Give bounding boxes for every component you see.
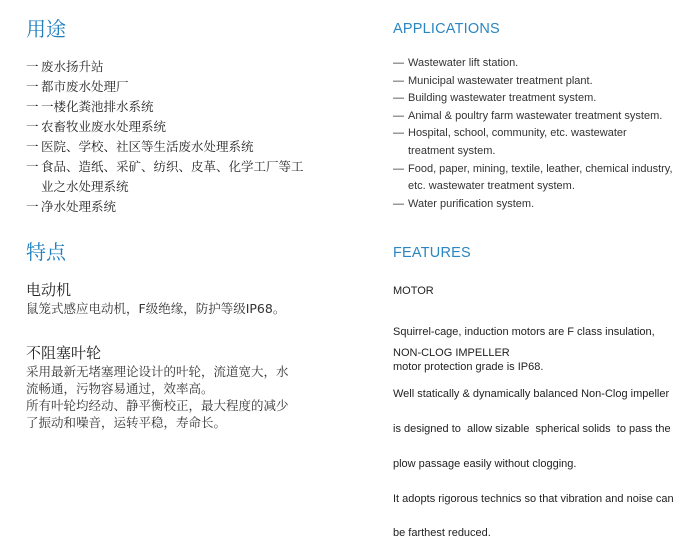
impeller-zh-title: 不阻塞叶轮: [26, 344, 102, 362]
impeller-en-line: Well statically & dynamically balanced Non-Clog impeller: [393, 388, 670, 401]
list-item-line: 农畜牧业废水处理系统: [41, 119, 167, 134]
list-item-text: [41, 197, 116, 217]
list-item-line: 业之水处理系统: [41, 179, 129, 194]
impeller-en-desc: [393, 366, 674, 552]
list-item-text: [41, 117, 166, 137]
dash-bullet: 一: [26, 159, 39, 174]
dash-bullet: —: [393, 109, 404, 122]
dash-bullet: 一: [26, 119, 39, 134]
list-item-text: [408, 55, 518, 73]
list-item: [26, 197, 304, 217]
impeller-zh-line: 所有叶轮均经动、静平衡校正，最大程度的减少: [26, 398, 289, 413]
dash-bullet: 一: [26, 79, 39, 94]
list-item-text: [408, 161, 673, 196]
list-item-line: 废水扬升站: [41, 59, 104, 74]
impeller-zh-desc: [26, 363, 289, 431]
applications-zh-list: [26, 57, 304, 217]
list-item: [393, 108, 673, 126]
applications-en-title: APPLICATIONS: [393, 21, 500, 37]
dash-bullet: —: [393, 57, 404, 69]
impeller-zh-line: 采用最新无堵塞理论设计的叶轮，流道宽大，水: [26, 364, 289, 379]
list-item-text: [41, 137, 254, 157]
list-item: [26, 117, 304, 137]
list-item-line: Animal & poultry farm wastewater treatment system.: [408, 109, 663, 122]
list-item-text: [408, 108, 662, 126]
list-item: [393, 90, 673, 108]
list-item-line: Hospital, school, community, etc. wastewater: [408, 127, 627, 140]
list-item-text: [41, 77, 129, 97]
list-item-text: [408, 90, 596, 108]
list-item-line: 净水处理系统: [41, 199, 117, 214]
list-item: [393, 55, 673, 73]
list-item: [26, 97, 304, 117]
dash-bullet: 一: [26, 139, 39, 154]
list-item: [393, 73, 673, 91]
applications-zh-title: 用途: [26, 17, 66, 41]
impeller-en-title: NON-CLOG IMPELLER: [393, 347, 510, 359]
list-item-line: treatment system.: [408, 144, 496, 157]
motor-en-title: MOTOR: [393, 285, 434, 297]
list-item-line: Food, paper, mining, textile, leather, chemical industry,: [408, 162, 673, 175]
dash-bullet: —: [393, 127, 404, 140]
list-item-text: [41, 97, 154, 117]
dash-bullet: —: [393, 162, 404, 175]
impeller-en-line: It adopts rigorous technics so that vibration and noise can: [393, 492, 674, 505]
list-item-line: Water purification system.: [408, 197, 535, 210]
list-item: [26, 77, 304, 97]
list-item-line: Building wastewater treatment system.: [408, 92, 597, 105]
motor-zh-desc: 鼠笼式感应电动机，F级绝缘，防护等级IP68。: [26, 301, 286, 316]
motor-zh-title: 电动机: [26, 281, 72, 299]
list-item: [393, 196, 673, 214]
impeller-en-line: is designed to allow sizable spherical solids to pass the: [393, 422, 671, 435]
list-item-line: etc. wastewater treatment system.: [408, 180, 575, 193]
dash-bullet: —: [393, 197, 404, 210]
list-item-text: [408, 196, 534, 214]
dash-bullet: —: [393, 74, 404, 87]
list-item: [393, 161, 673, 196]
applications-en-list: [393, 55, 673, 213]
list-item: [26, 57, 304, 77]
list-item-line: 食品、造纸、采矿、纺织、皮革、化学工厂等工: [41, 159, 304, 174]
motor-en-line: motor protection grade is IP68.: [393, 360, 544, 373]
impeller-zh-line: 了振动和噪音，运转平稳，寿命长。: [26, 415, 227, 430]
list-item-text: [408, 73, 593, 91]
list-item-text: [41, 157, 304, 197]
list-item: [26, 137, 304, 157]
motor-en-line: Squirrel-cage, induction motors are F class insulation,: [393, 326, 655, 339]
impeller-zh-line: 流畅通，污物容易通过，效率高。: [26, 381, 214, 396]
list-item-line: Municipal wastewater treatment plant.: [408, 74, 593, 87]
dash-bullet: 一: [26, 199, 39, 214]
list-item-line: 医院、学校、社区等生活废水处理系统: [41, 139, 254, 154]
list-item: [393, 125, 673, 160]
impeller-en-line: plow passage easily without clogging.: [393, 457, 577, 470]
list-item-line: 都市废水处理厂: [41, 79, 129, 94]
list-item: [26, 157, 304, 197]
dash-bullet: —: [393, 92, 404, 105]
list-item-text: [408, 125, 627, 160]
list-item-line: Wastewater lift station.: [408, 57, 519, 69]
list-item-text: [41, 57, 104, 77]
features-zh-title: 特点: [26, 240, 66, 264]
dash-bullet: 一: [26, 59, 39, 74]
dash-bullet: 一: [26, 99, 39, 114]
features-en-title: FEATURES: [393, 245, 471, 261]
list-item-line: 一楼化粪池排水系统: [41, 99, 154, 114]
impeller-en-line: be farthest reduced.: [393, 527, 491, 540]
